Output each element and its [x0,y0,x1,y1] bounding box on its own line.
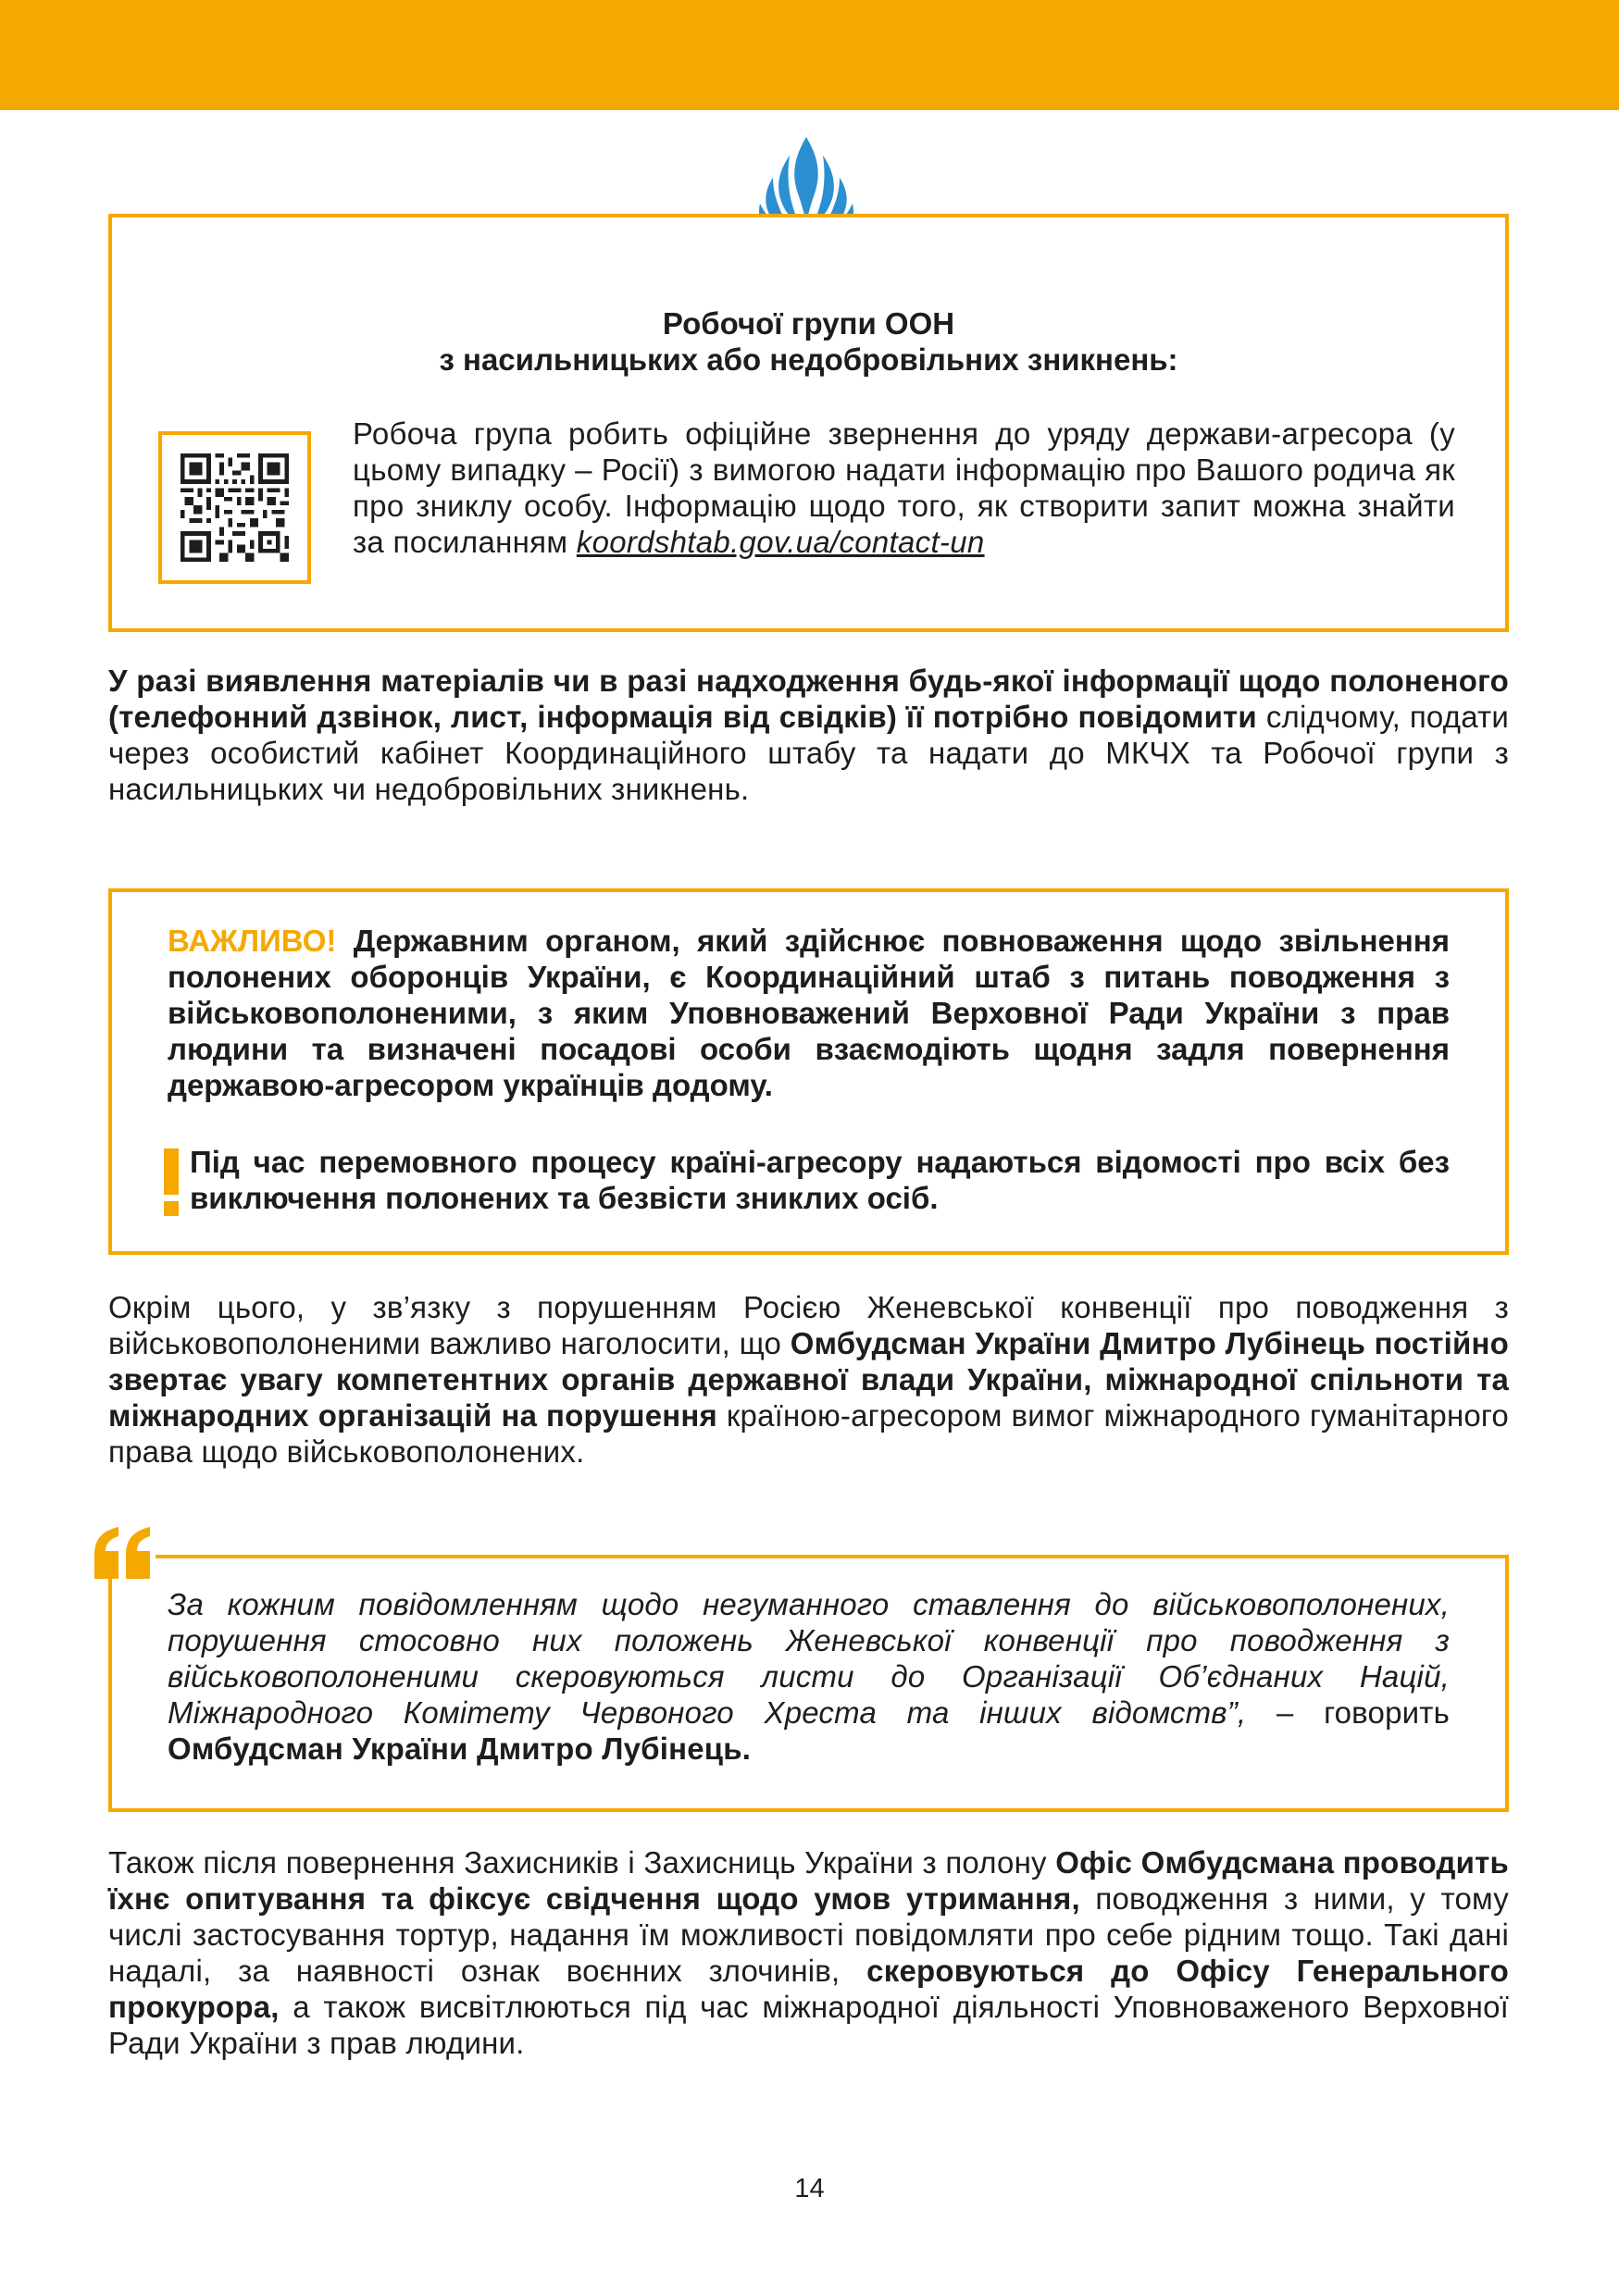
paragraph2-start: Окрім цього, у зв’язку з порушенням Росією Женевської конвенції про поводження з військовополоненими важливо наголосити, що [108,1290,1509,1360]
paragraph3-part1: Також після повернення Захисників і Захисниць України з полону [108,1845,1056,1880]
paragraph-survey-after-return [108,1844,1509,2061]
paragraph-ombudsman-attention [108,1289,1509,1470]
paragraph3-part2: поводження з ними, у тому числі застосування тортур, надання їм можливості повідомляти про себе рідним тощо. Такі дані надалі, за наявності ознак воєнних злочинів, [108,1881,1509,1988]
paragraph3-bold2: скеровуються до Офісу Генерального прокурора, [108,1954,1509,2024]
un-box-heading-line1: Робочої групи ООН [662,306,955,341]
paragraph3-part3: а також висвітлюються під час міжнародної діяльності Уповноваженого Верховної Ради України з прав людини. [108,1990,1509,2060]
quote-mark-icon [91,1527,156,1579]
un-working-group-box [108,214,1509,632]
important-text: Державним органом, який здійснює повноваження щодо звільнення полонених оборонців України, є Координаційний штаб з питань поводження з військовополоненими, з яким Уповноважений Верховної Ради України з прав людини та визначені посадові особи взаємодіють щодня задля повернення державою-агресором українців додому. [168,924,1450,1102]
paragraph-information-reporting [108,663,1509,807]
un-box-heading-line2: з насильницьких або недобровільних зникнень: [439,342,1178,377]
top-color-band [0,0,1619,110]
un-box-description [353,416,1455,560]
quote-middle: – говорить [1246,1695,1450,1730]
paragraph1-rest: слідчому, подати через особистий кабінет Координаційного штабу та надати до МКЧХ та Робочої групи з насильницьких чи недобровільних зникнень. [108,700,1509,806]
un-box-text: Робоча група робить офіційне звернення до уряду держави-агресора (у цьому випадку – Росії) з вимогою надати інформацію про Вашого родича як про зниклу особу. Інформацію щодо того, як створити запит можна знайти за посиланням [353,416,1455,559]
quote-author: Омбудсман України Дмитро Лубінець. [168,1731,752,1766]
paragraph2-rest: країною-агресором вимог міжнародного гуманітарного права щодо військовополонених. [108,1398,1509,1469]
contact-un-link[interactable]: koordshtab.gov.ua/contact-un [576,525,985,559]
important-note: Під час перемовного процесу країні-агресору надаються відомості про всіх без виключення полонених та безвісти зниклих осіб. [190,1145,1450,1215]
paragraph2-bold: Омбудсман України Дмитро Лубінець постійно звертає увагу компетентних органів державної влади України, міжнародної спільноти та міжнародних організацій на порушення [108,1326,1509,1433]
important-label: ВАЖЛИВО! [168,924,337,958]
quote-italic: За кожним повідомленням щодо негуманного ставлення до військовополонених, порушення стосовно них положень Женевської конвенції про поводження з військовополоненими скеровуються листи до Організації Об’єднаних Націй, Міжнародного Комітету Червоного Хреста та інших відомств”, [168,1587,1450,1730]
important-text-block [168,923,1450,1103]
important-notice-box [108,888,1509,1255]
paragraph1-bold: У разі виявлення матеріалів чи в разі надходження будь-якої інформації щодо полоненого (телефонний дзвінок, лист, інформація від свідків) її потрібно повідомити [108,664,1509,734]
un-box-heading [112,305,1505,378]
quote-box [108,1555,1509,1812]
paragraph3-bold1: Офіс Омбудсмана проводить їхнє опитування та фіксує свідчення щодо умов утримання, [108,1845,1509,1916]
quote-text [168,1586,1450,1767]
qr-code-frame[interactable] [158,431,311,584]
page-number: 14 [794,2174,825,2203]
exclamation-icon [164,1148,179,1218]
qr-code-icon [181,453,289,562]
